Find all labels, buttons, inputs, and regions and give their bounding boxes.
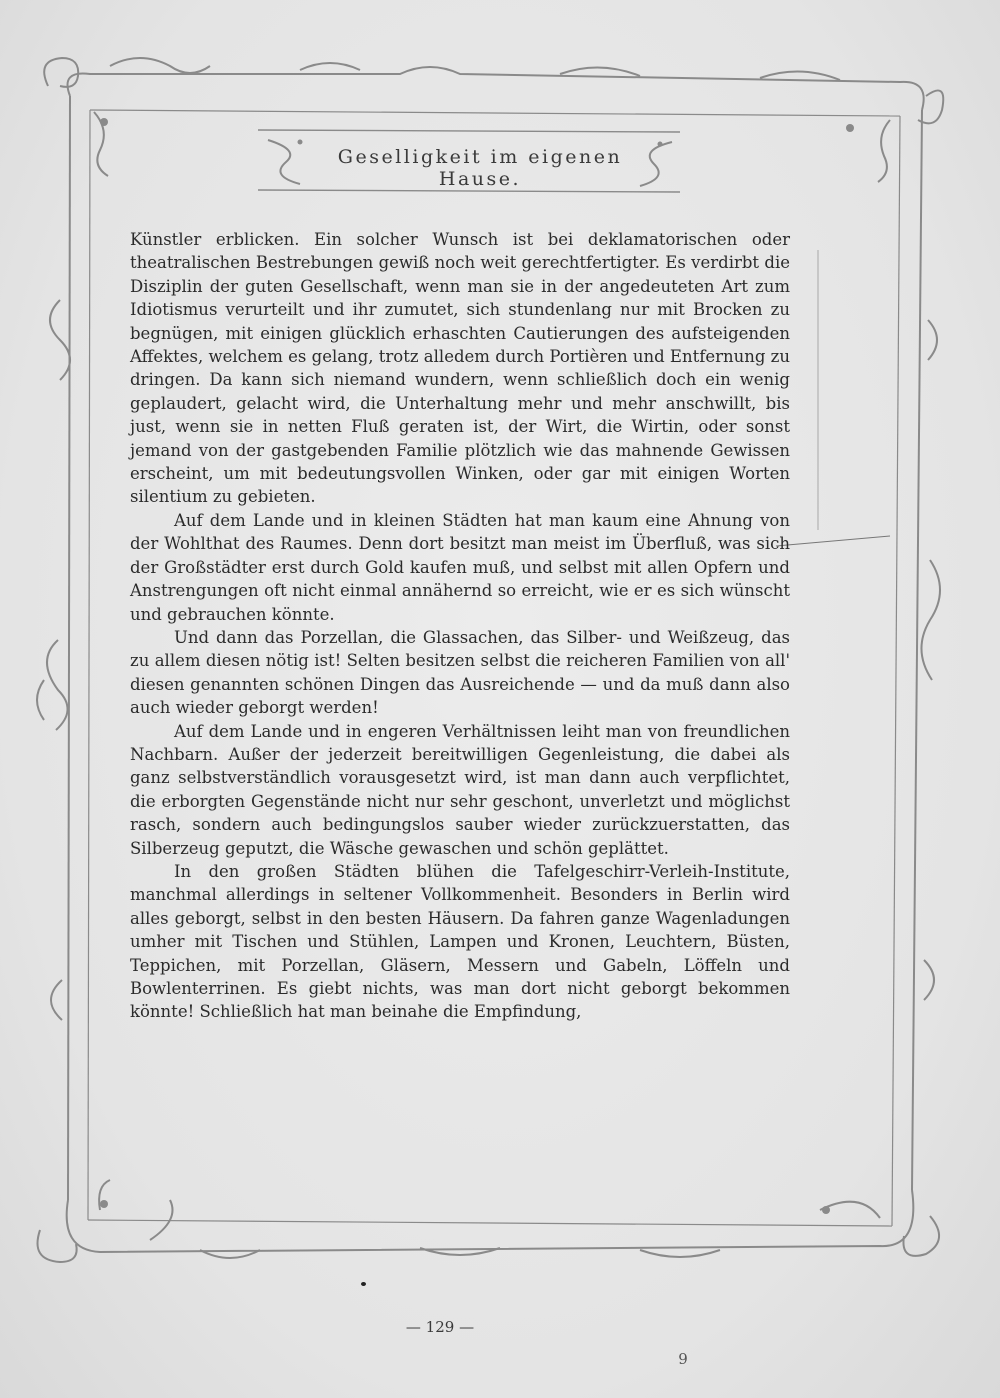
signature-mark: 9	[678, 1350, 688, 1368]
paragraph-1: Künstler erblicken. Ein solcher Wunsch ist bei deklamatorischen oder theatralischen Bestrebungen gewiß noch weit gerechtfertigter. Es verdirbt die Disziplin der guten Gesellschaft, wenn man sie in der angedeuteten Art zum Idiotismus verurteilt und ihr zumutet, sich stundenlang nur mit Brocken zu begnügen, mit einigen glücklich erhaschten Cautierungen des aufsteigenden Affektes, welchem es gelang, trotz alledem durch Portièren und Entfernung zu dringen. Da kann sich niemand wundern, wenn schließlich doch ein wenig geplaudert, gelacht wird, die Unterhaltung mehr und mehr anschwillt, bis just, wenn sie in netten Fluß geraten ist, der Wirt, die Wirtin, oder sonst jemand von der gastgebenden Familie plötzlich wie das mahnende Gewissen erscheint, um mit bedeutungsvollen Winken, oder gar mit einigen Worten silentium zu gebieten.	[130, 230, 790, 507]
running-head: Geselligkeit im eigenen Hause.	[337, 146, 623, 190]
ink-speck	[361, 1282, 366, 1286]
paragraph-5: In den großen Städten blühen die Tafelgeschirr-Verleih-Institute, manchmal allerdings in seltener Vollkommenheit. Besonders in Berlin wird alles geborgt, selbst in den besten Häusern. Da fahren ganze Wagenladungen umher mit Tischen und Stühlen, Lampen und Kronen, Leuchtern, Büsten, Teppichen, mit Porzellan, Gläsern, Messern und Gabeln, Löffeln und Bowlenterrinen. Es giebt nichts, was man dort nicht geborgt bekommen könnte! Schließlich hat man beinahe die Empfindung,	[130, 861, 790, 1022]
body-text	[130, 228, 790, 1024]
paragraph-2: Auf dem Lande und in kleinen Städten hat man kaum eine Ahnung von der Wohlthat des Raumes. Denn dort besitzt man meist im Überfluß, was sich der Großstädter erst durch Gold kaufen muß, und selbst mit allen Opfern und Anstrengungen oft nicht einmal annähernd so erreicht, wie er es sich wünscht und gebrauchen könnte.	[130, 510, 790, 624]
page-number: — 129 —	[405, 1318, 475, 1336]
paragraph-4: Auf dem Lande und in engeren Verhältnissen leiht man von freundlichen Nachbarn. Außer der jederzeit bereitwilligen Gegenleistung, die dabei als ganz selbstverständlich vorausgesetzt wird, ist man dann auch verpflichtet, die erborgten Gegenstände nicht nur sehr geschont, unverletzt und möglichst rasch, sondern auch bedingungslos sauber wieder zurückzuerstatten, das Silberzeug geputzt, die Wäsche gewaschen und schön geplättet.	[130, 721, 790, 858]
paragraph-3: Und dann das Porzellan, die Glassachen, das Silber- und Weißzeug, das zu allem diesen nötig ist! Selten besitzen selbst die reicheren Familien von all' diesen genannten schönen Dingen das Ausreichende — und da muß dann also auch wieder geborgt werden!	[130, 627, 790, 718]
